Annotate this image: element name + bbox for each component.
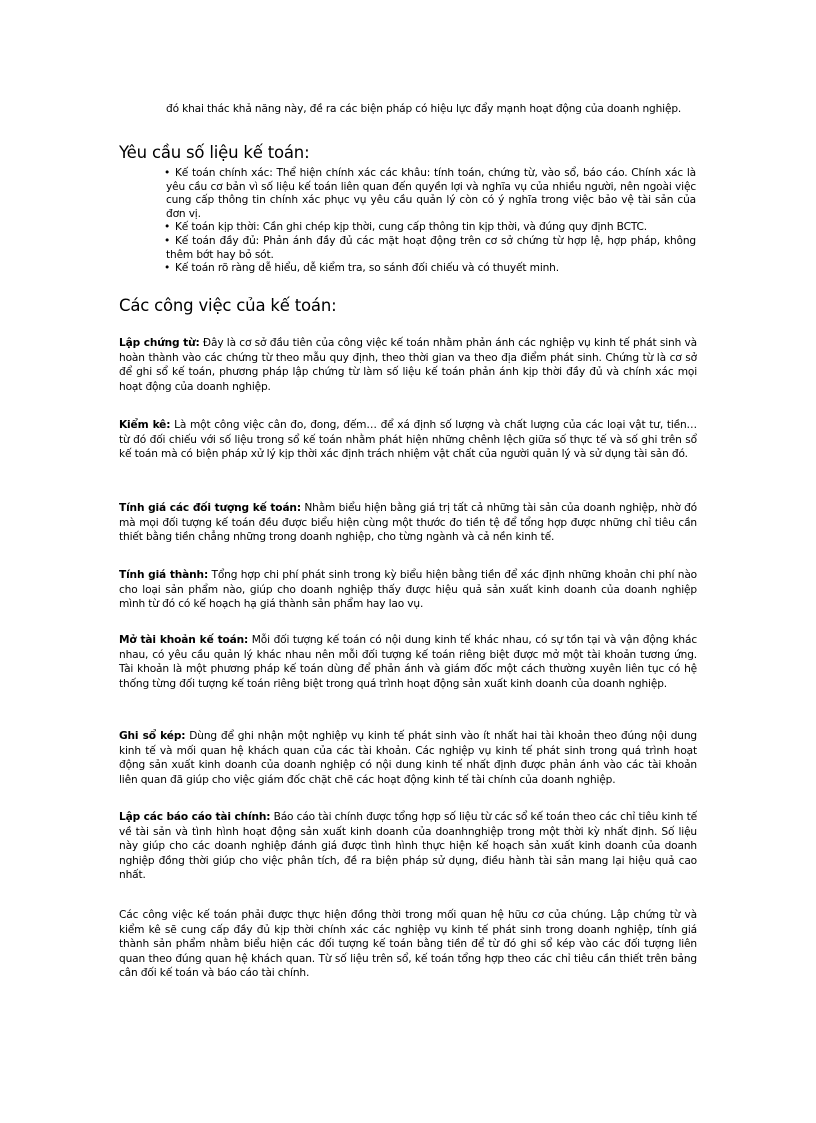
paragraph-lap-chung-tu: [119, 336, 697, 394]
paragraph-text: Báo cáo tài chính được tổng hợp số liệu từ các sổ kế toán theo các chỉ tiêu kinh tế về tài sản và tình hình hoạt động sản xuất kinh doanh của doanhnghiệp trong một thời kỳ nhất định. Số liệu này giúp cho các doanh nghiệp đánh giá được tình hình thực hiện kế hoạch sản xuất kinh doanh của doanh nghiệp đồng thời giúp cho việc phân tích, đề ra biện pháp sử dụng, điều hành tài sản mang lại hiệu quả cao nhất.: [119, 811, 697, 882]
paragraph-text: Tổng hợp chi phí phát sinh trong kỳ biểu hiện bằng tiền để xác định những khoản chi phí nào cho loại sản phẩm nào, giúp cho doanh nghiệp thấy được hiệu quả sản xuất kinh doanh của doanh nghiệp mình từ đó có kế hoạch hạ giá thành sản phẩm hay lao vụ.: [119, 569, 697, 611]
list-item: • Kế toán đầy đủ: Phản ánh đầy đủ các mặt hoạt động trên cơ sở chứng từ hợp lệ, hợp pháp, không thêm bớt hay bỏ sót.: [166, 235, 696, 262]
paragraph-text: Mỗi đối tượng kế toán có nội dung kinh tế khác nhau, có sự tồn tại và vận động khác nhau, có yêu cầu quản lý khác nhau nên mỗi đối tượng kế toán riêng biệt được mở một tài khoản tương ứng. Tài khoản là một phương pháp kế toán dùng để phản ánh và giám đốc một cách thường xuyên liên tục có hệ thống từng đối tượng kế toán riêng biệt trong quá trình hoạt động sản xuất kinh doanh của doanh nghiệp.: [119, 634, 698, 690]
list-item: • Kế toán rõ ràng dễ hiểu, dễ kiểm tra, so sánh đối chiếu và có thuyết minh.: [166, 262, 696, 276]
requirements-list: [166, 167, 696, 276]
intro-continuation: đó khai thác khả năng này, đề ra các biện pháp có hiệu lực đẩy mạnh hoạt động của doanh nghiệp.: [166, 103, 682, 115]
list-item: • Kế toán chính xác: Thể hiện chính xác các khâu: tính toán, chứng từ, vào sổ, báo cáo. Chính xác là yêu cầu cơ bản vì số liệu kế toán liên quan đến quyền lợi và nghĩa vụ của nhiều người, nên ngoài việc cung cấp thông tin chính xác phục vụ yêu cầu quản lý còn có ý nghĩa trong việc bảo vệ tài sản của đơn vị.: [166, 167, 696, 221]
paragraph-mo-tai-khoan: [119, 633, 697, 691]
section-heading-data-requirements: Yêu cầu số liệu kế toán:: [119, 143, 310, 162]
paragraph-text: Đây là cơ sở đầu tiên của công việc kế toán nhằm phản ánh các nghiệp vụ kinh tế phát sinh và hoàn thành vào các chứng từ theo mẫu quy định, theo thời gian va theo địa điểm phát sinh. Chứng từ là cơ sở để ghi sổ kế toán, phương pháp lập chứng từ làm số liệu kế toán phản ánh kịp thời đầy đủ và chính xác mọi hoạt động của doanh nghiệp.: [119, 337, 697, 393]
list-item: • Kế toán kịp thời: Cần ghi chép kịp thời, cung cấp thông tin kịp thời, và đúng quy định BCTC.: [166, 221, 696, 235]
paragraph-term: Lập các báo cáo tài chính:: [119, 811, 271, 823]
paragraph-text: Là một công việc cân đo, đong, đếm… để xá định số lượng và chất lượng của các loại vật tư, tiền… từ đó đối chiếu với số liệu trong sổ kế toán nhằm phát hiện những chênh lệch giữa số thực tế và số ghi trên sổ kế toán mà có biện pháp xử lý kịp thời xác định trách nhiệm vật chất của người quản lý và sử dụng tài sản đó.: [119, 419, 698, 461]
paragraph-term: Tính giá thành:: [119, 569, 209, 581]
paragraph-text: Dùng để ghi nhận một nghiệp vụ kinh tế phát sinh vào ít nhất hai tài khoản theo đúng nội dung kinh tế và mối quan hệ khách quan của các tài khoản. Các nghiệp vụ kinh tế phát sinh trong quá trình hoạt động sản xuất kinh doanh của doanh nghiệp có nội dung kinh tế nhất định được phản ánh vào các tài khoản liên quan đã giúp cho việc giám đốc chặt chẽ các hoạt động kinh tế tài chính của doanh nghiệp.: [119, 730, 697, 786]
paragraph-tinh-gia-thanh: [119, 568, 697, 612]
paragraph-term: Lập chứng từ:: [119, 337, 200, 349]
closing-paragraph: Các công việc kế toán phải được thực hiện đồng thời trong mối quan hệ hữu cơ của chúng. Lập chứng từ và kiểm kê sẽ cung cấp đầy đủ kịp thời chính xác các nghiệp vụ kinh tế phát sinh trong doanh nghiệp, tính giá thành sản phẩm nhằm biểu hiện các đối tượng kế toán bằng tiền để từ đó ghi sổ kép vào các đối tượng liên quan theo đúng quan hệ khách quan. Từ số liệu trên sổ, kế toán tổng hợp theo các chỉ tiêu cần thiết trên bảng cân đối kế toán và báo cáo tài chính.: [119, 909, 697, 980]
paragraph-term: Tính giá các đối tượng kế toán:: [119, 502, 301, 514]
paragraph-ghi-so-kep: [119, 729, 697, 787]
paragraph-bao-cao-tai-chinh: [119, 810, 697, 883]
paragraph-text: Nhằm biểu hiện bằng giá trị tất cả những tài sản của doanh nghiệp, nhờ đó mà mọi đối tượng kế toán đều được biểu hiện cùng một thước đo tiền tệ để tổng hợp được những chỉ tiêu cần thiết bằng tiền chẳng những trong doanh nghiệp, cho từng ngành và cả nền kinh tế.: [119, 502, 697, 544]
section-heading-accounting-tasks: Các công việc của kế toán:: [119, 296, 337, 315]
paragraph-tinh-gia-doi-tuong: [119, 501, 697, 545]
paragraph-term: Ghi sổ kép:: [119, 730, 186, 742]
paragraph-term: Kiểm kê:: [119, 419, 171, 431]
paragraph-term: Mở tài khoản kế toán:: [119, 634, 249, 646]
paragraph-kiem-ke: [119, 418, 697, 462]
